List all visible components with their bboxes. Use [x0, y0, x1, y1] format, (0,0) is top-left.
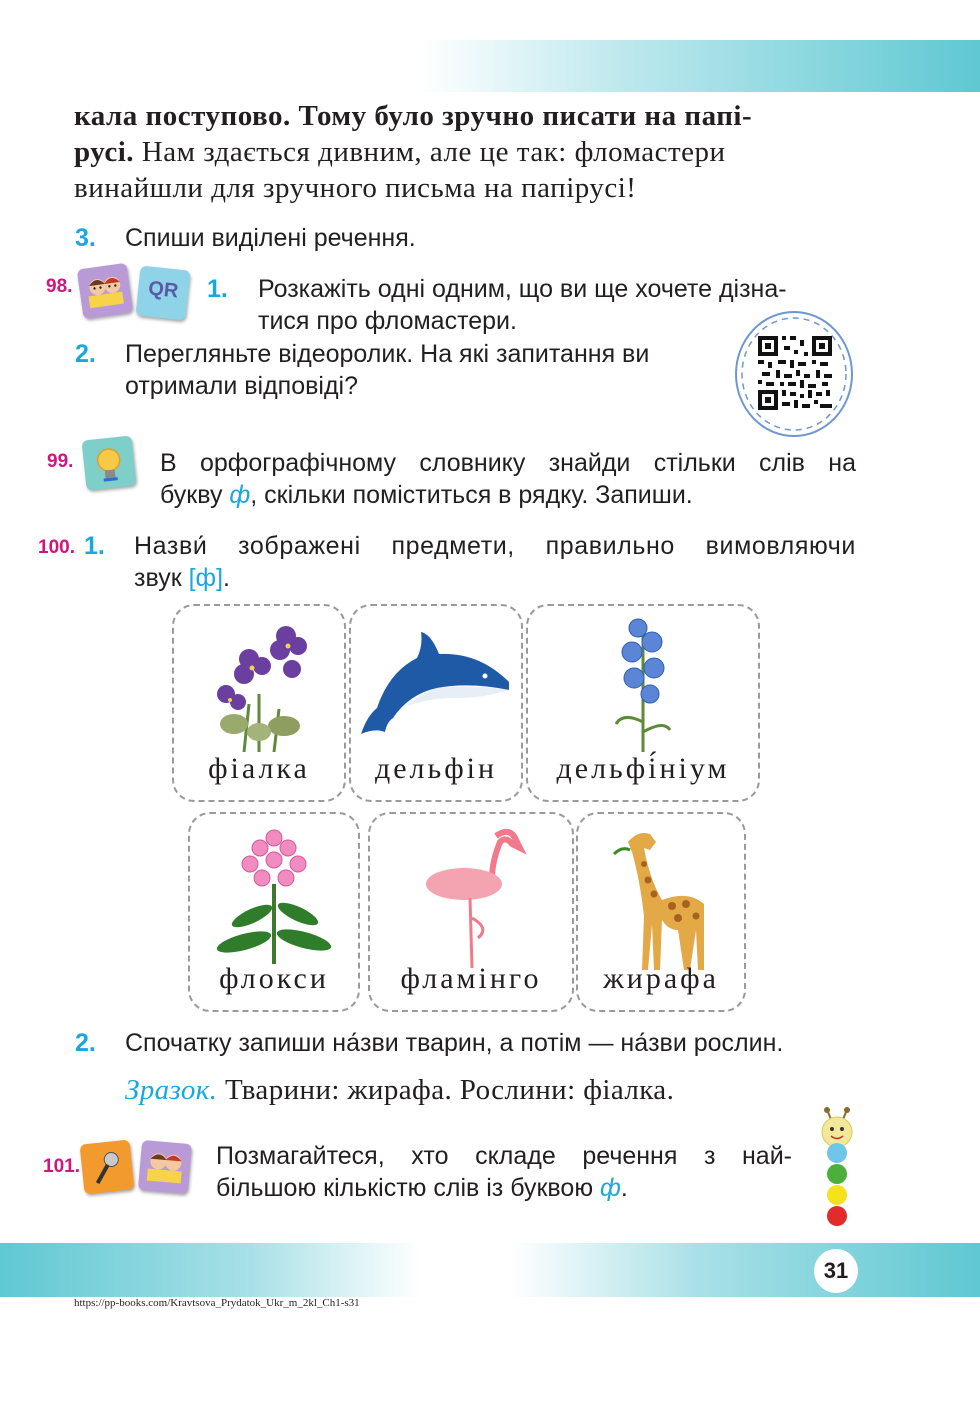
intro-line-1 [74, 98, 864, 134]
source-url[interactable]: https://pp-books.com/Kravtsova_Prydatok_Ukr_m_2kl_Ch1-s31 [74, 1297, 360, 1309]
page-number: 31 [814, 1249, 858, 1293]
task101-line1: Позмагайтеся, хто складе речення з най- [216, 1142, 792, 1170]
task100-step2-text: Спочатку запиши на́зви тварин, а потім — на́зви рослин. [125, 1029, 784, 1057]
picture-card-flamingo [368, 812, 574, 1012]
task99-letter: ф [229, 481, 251, 509]
task98-step2-num: 2. [75, 340, 96, 368]
task101-text [216, 1140, 792, 1204]
violet-flower-icon [204, 614, 314, 752]
task98-step2-line1: Перегляньте відеоролик. На які запитання ви [125, 340, 650, 368]
qr-badge [136, 266, 191, 321]
task98-step1-num: 1. [207, 275, 228, 303]
kids-reading-icon [77, 263, 133, 319]
intro-bold-2: русі. [74, 136, 135, 168]
step-number: 3. [75, 224, 96, 252]
card-label-phlox: флокси [219, 962, 329, 995]
sample-label: Зразок. [125, 1074, 218, 1106]
delphinium-flower-icon [608, 612, 678, 752]
task101-letter: ф [600, 1174, 621, 1202]
task98-step2-line2: отримали відповіді? [125, 372, 359, 400]
task99-line1: В орфографічному словнику знайди стільки слів на [160, 449, 856, 477]
intro-paragraph [74, 98, 864, 206]
giraffe-icon [608, 820, 718, 970]
picture-card-violet [172, 604, 346, 802]
task-number-101: 101. [43, 1156, 80, 1177]
qr-badge-label: QR [147, 277, 180, 303]
header-band [420, 40, 980, 92]
intro-line-3: винайшли для зручного письма на папірусі! [74, 172, 637, 204]
sample-text: Тварини: жирафа. Рослини: фіалка. [217, 1074, 675, 1106]
task-number-100: 100. [38, 537, 75, 558]
pair-work-icon-2 [138, 1140, 192, 1194]
task-number-98: 98. [46, 276, 73, 297]
intro-line-2 [74, 134, 864, 170]
qr-code[interactable] [734, 310, 854, 438]
intro-rest-2: Нам здається дивним, але це так: фломастери [134, 136, 726, 168]
flamingo-icon [420, 822, 530, 970]
task98-step1-line2: тися про фломастери. [258, 307, 517, 335]
task100-step1-line2 [134, 562, 856, 594]
step-3-text: Спиши виділені речення. [125, 224, 416, 252]
task99-line2-b: , скільки поміститься в рядку. Запиши. [250, 481, 693, 509]
picture-card-phlox [188, 812, 360, 1012]
footer-band-left [0, 1243, 420, 1297]
task101-line2-a: більшою кількістю слів із буквою [216, 1174, 601, 1202]
task100-step2-num: 2. [75, 1029, 96, 1057]
task100-step1-line2-b: . [223, 564, 230, 592]
sample-line [125, 1074, 674, 1107]
phlox-flower-icon [214, 824, 334, 964]
self-work-icon [82, 436, 137, 491]
card-label-dolphin: дельфін [374, 752, 498, 785]
footer-band-right [510, 1243, 980, 1297]
task99-text [160, 447, 856, 511]
speak-icon [80, 1140, 135, 1195]
picture-card-dolphin [349, 604, 523, 802]
intro-bold-1: кала поступово. Тому було зручно писати на папі- [74, 100, 753, 132]
picture-card-delphinium [526, 604, 760, 802]
card-label-violet: фіалка [208, 752, 310, 785]
picture-card-giraffe [576, 812, 746, 1012]
task-number-99: 99. [47, 451, 74, 472]
task98-step1-line1: Розкажіть одні одним, що ви ще хочете дізна- [258, 275, 787, 303]
difficulty-caterpillar [812, 1102, 862, 1232]
card-label-flamingo: фламінго [400, 962, 542, 995]
step-3 [75, 222, 96, 254]
task100-step1-num: 1. [84, 532, 105, 560]
card-label-delphinium: дельфі́ніум [556, 752, 730, 785]
task101-line2 [216, 1172, 792, 1204]
task100-step1-line2-a: звук [134, 564, 189, 592]
task98-step2-text [125, 338, 715, 402]
pair-work-icon [77, 263, 133, 319]
microphone-icon [80, 1140, 135, 1195]
card-label-giraffe: жирафа [603, 962, 719, 995]
dolphin-icon [359, 624, 511, 742]
caterpillar-icon [812, 1102, 862, 1232]
kids-reading-icon [138, 1140, 192, 1194]
sound-f: [ф] [188, 564, 224, 592]
task99-line2 [160, 479, 856, 511]
task100-step1-line1: Назви́ зображені предмети, правильно вимовляючи [134, 532, 856, 560]
task99-line2-a: букву [160, 481, 230, 509]
task101-line2-b: . [620, 1174, 628, 1202]
lightbulb-icon [82, 436, 137, 491]
qr-code-icon [734, 310, 854, 438]
task100-step1-text [134, 530, 856, 594]
